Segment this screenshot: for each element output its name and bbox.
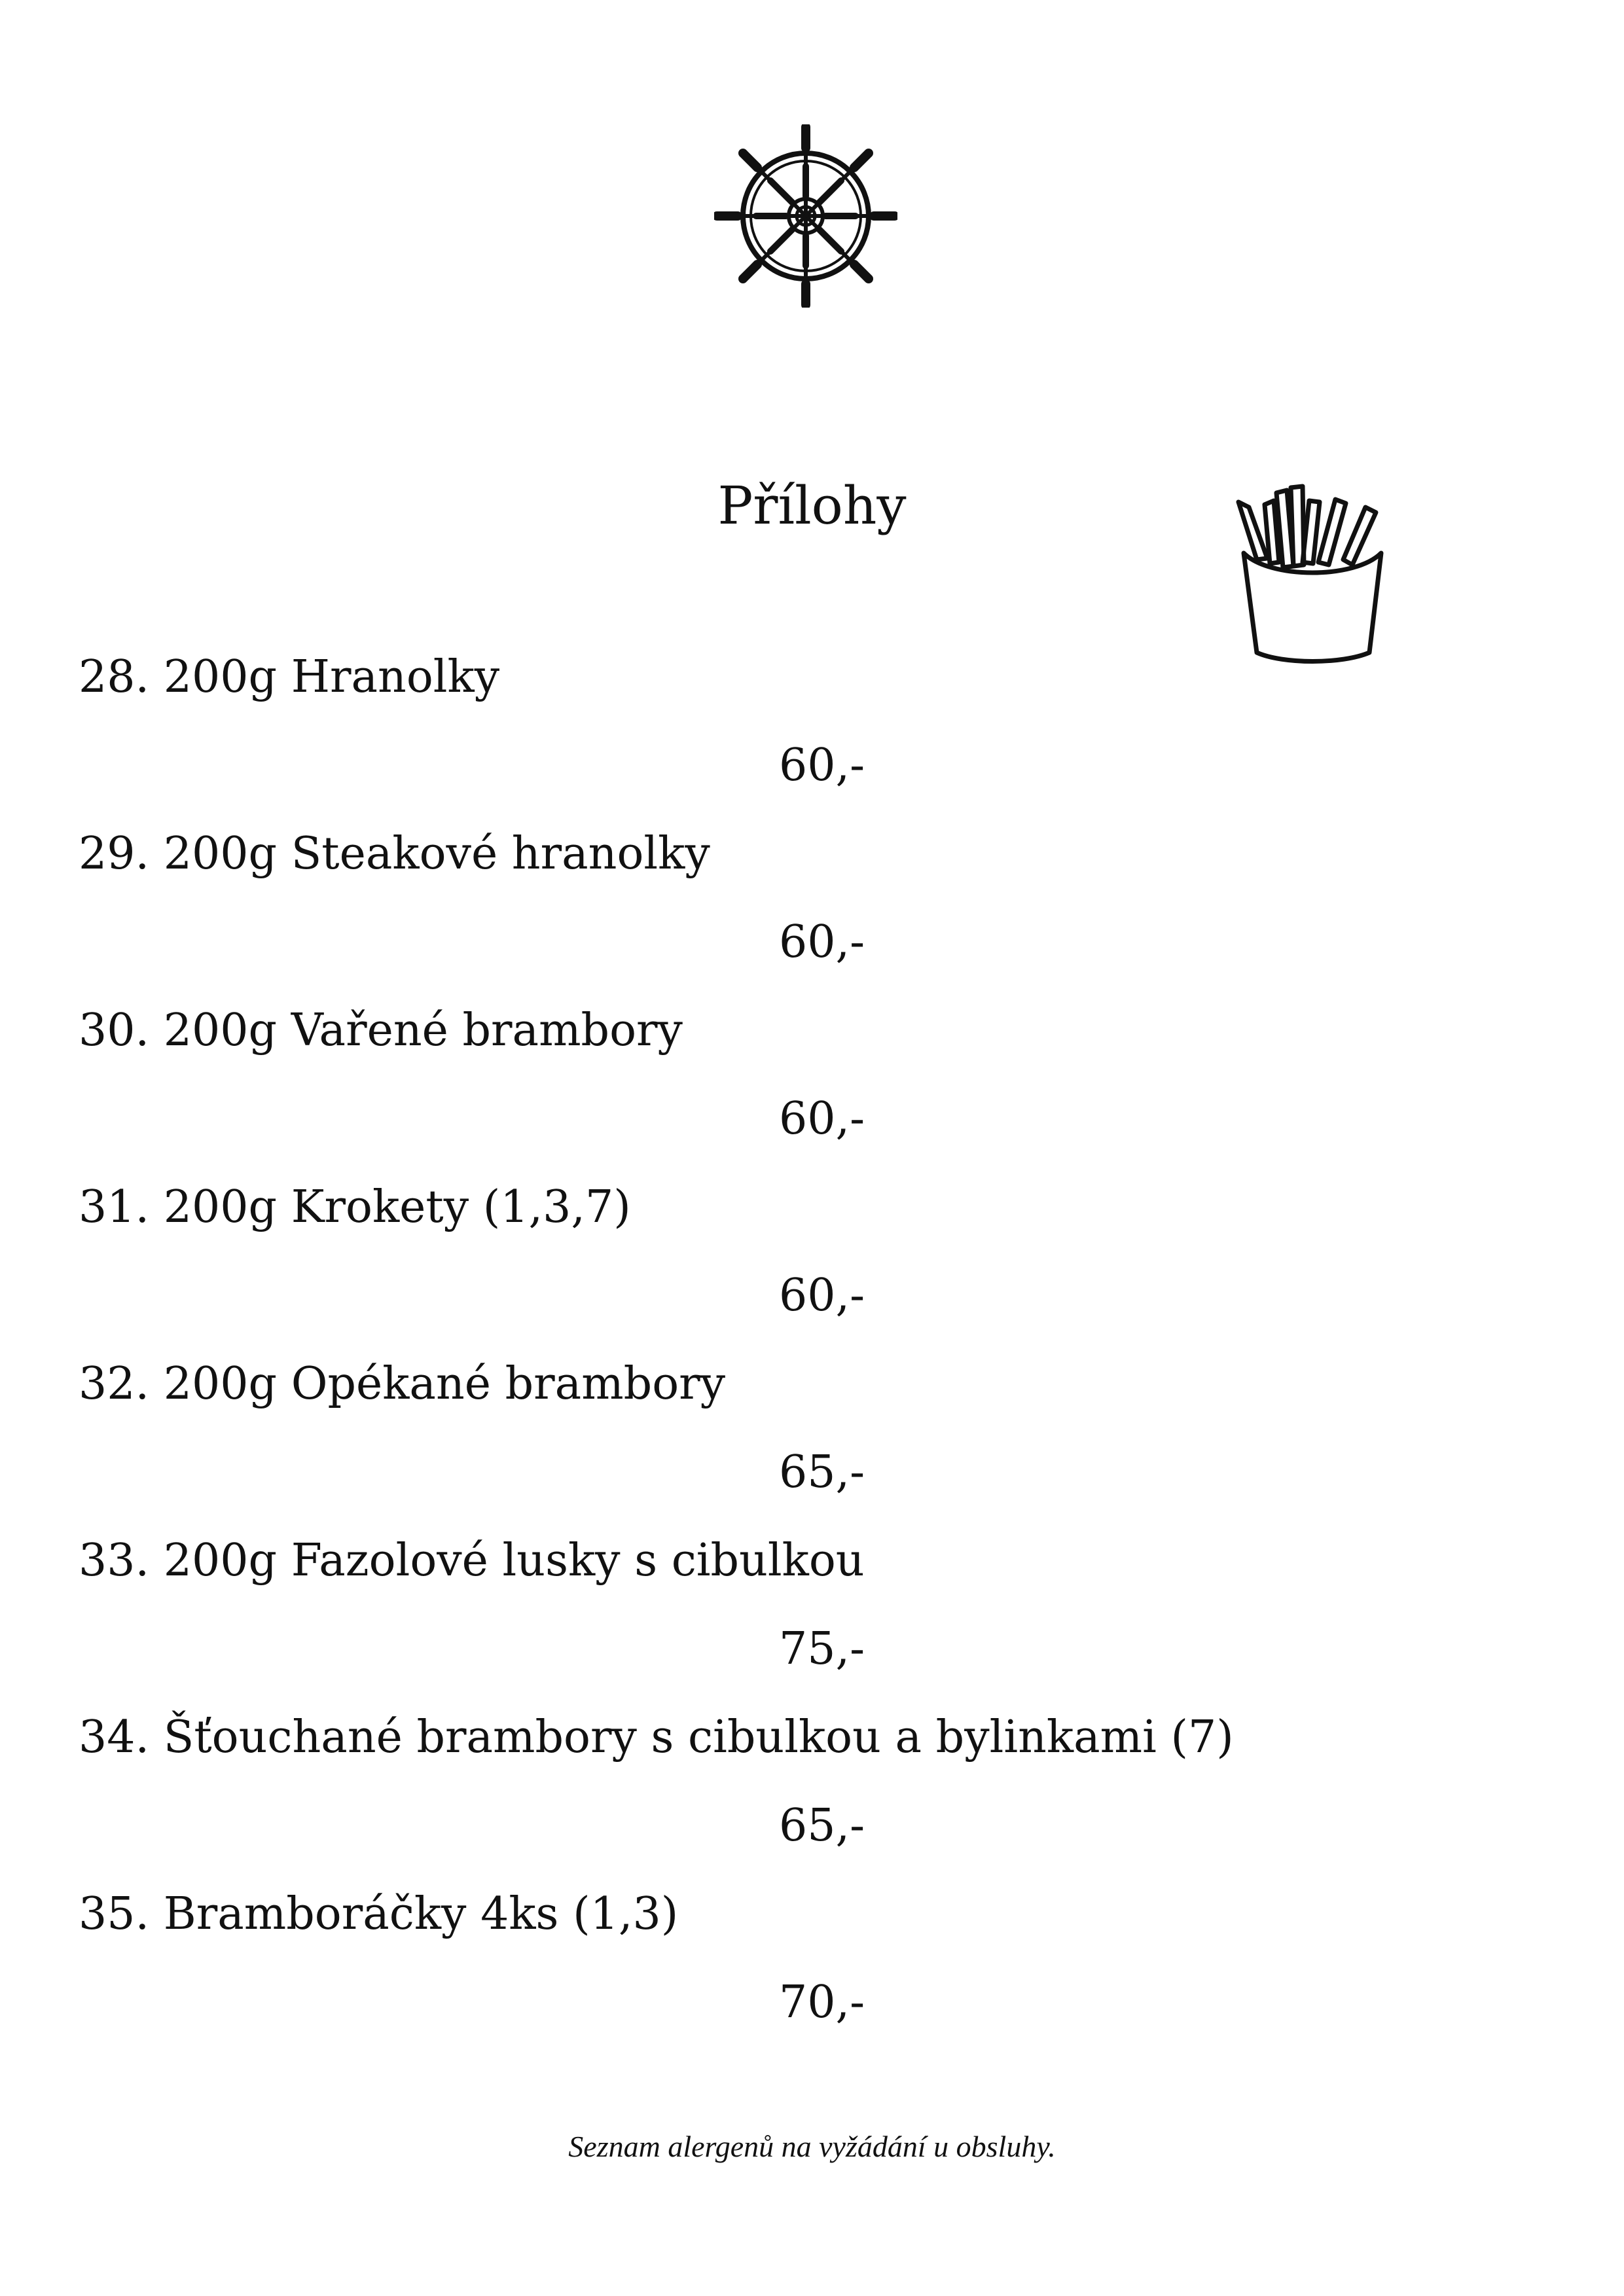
menu-item: [79, 1001, 1545, 1178]
menu-item: [79, 1355, 1545, 1532]
menu-item-price: 65,-: [779, 1800, 865, 1852]
menu-item-price: 65,-: [779, 1446, 865, 1498]
menu-item: [79, 825, 1545, 1001]
menu-item: [79, 648, 1545, 825]
menu-item-name: 29. 200g Steakové hranolky: [79, 828, 710, 880]
menu-item-price: 75,-: [779, 1623, 865, 1675]
menu-item-name: 34. Šťouchané brambory s cibulkou a bylinkami (7): [79, 1712, 1234, 1763]
menu-list: [79, 648, 1545, 2062]
menu-item-price: 60,-: [779, 740, 865, 791]
menu-item-name: 33. 200g Fazolové lusky s cibulkou: [79, 1535, 865, 1587]
french-fries-icon: [1231, 481, 1394, 671]
menu-item: [79, 1885, 1545, 2062]
allergen-note: Seznam alergenů na vyžádání u obsluhy.: [568, 2130, 1056, 2163]
page-title: Přílohy: [717, 475, 907, 536]
menu-item-price: 60,-: [779, 916, 865, 968]
ship-wheel-icon: [714, 124, 897, 308]
menu-item: [79, 1532, 1545, 1708]
menu-item-price: 70,-: [779, 1977, 865, 2028]
menu-item-price: 60,-: [779, 1270, 865, 1321]
menu-item: [79, 1708, 1545, 1885]
menu-item-price: 60,-: [779, 1093, 865, 1145]
menu-item-name: 35. Bramboráčky 4ks (1,3): [79, 1888, 679, 1940]
menu-item-name: 32. 200g Opékané brambory: [79, 1358, 726, 1410]
menu-item-name: 28. 200g Hranolky: [79, 651, 500, 703]
menu-item-name: 31. 200g Krokety (1,3,7): [79, 1181, 631, 1233]
menu-item: [79, 1178, 1545, 1355]
menu-item-name: 30. 200g Vařené brambory: [79, 1005, 683, 1056]
